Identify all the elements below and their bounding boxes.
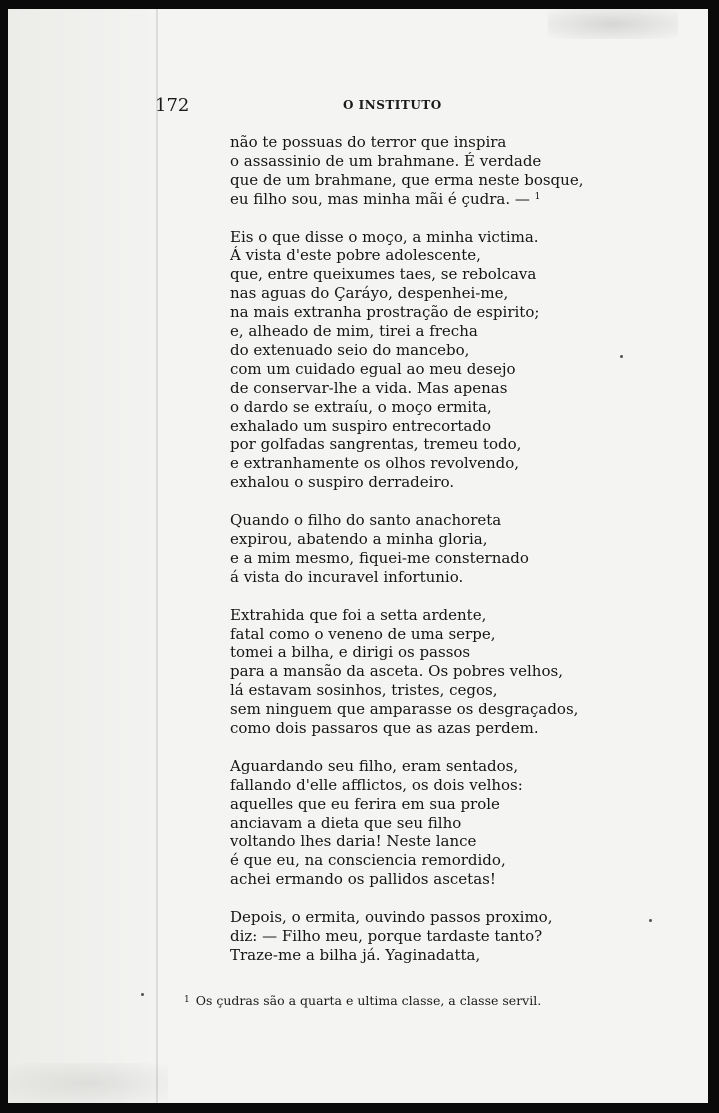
poem-line — [230, 511, 570, 530]
poem-line — [230, 360, 570, 379]
footnote-reference[interactable]: 1 — [534, 191, 541, 202]
poem-line — [230, 454, 570, 473]
poem-line — [230, 681, 570, 700]
footnote-text: Os çudras são a quarta e ultima classe, a classe servil. — [195, 993, 542, 1008]
poem-line — [230, 814, 570, 833]
poem-line-text: de conservar-lhe a vida. Mas apenas — [230, 378, 508, 397]
stanza — [230, 228, 570, 493]
poem-line-text: Á vista d'este pobre adolescente, — [230, 246, 481, 265]
speck — [649, 919, 652, 922]
poem-line — [230, 568, 570, 587]
poem-line — [230, 417, 570, 436]
poem-line-text: fallando d'elle afflictos, os dois velhos: — [230, 775, 523, 794]
poem-line-text: e, alheado de mim, tirei a frecha — [230, 322, 478, 341]
book-page — [8, 9, 708, 1103]
poem-line-text: por golfadas sangrentas, tremeu todo, — [230, 435, 522, 454]
poem-line-text: o dardo se extraíu, o moço ermita, — [230, 397, 492, 416]
poem-line-text: á vista do incuravel infortunio. — [230, 567, 464, 586]
poem-line-text: diz: — Filho meu, porque tardaste tanto? — [230, 926, 543, 945]
poem-line — [230, 170, 584, 190]
poem-line-text: como dois passaros que as azas perdem. — [230, 719, 539, 738]
poem-text — [230, 133, 584, 984]
poem-line-text: Aguardando seu filho, eram sentados, — [230, 756, 519, 775]
poem-line-text: achei ermando os pallidos ascetas! — [230, 870, 496, 889]
poem-line-text: Traze-me a bilha já. Yaginadatta, — [230, 945, 481, 964]
poem-line-text: é que eu, na consciencia remordido, — [230, 851, 506, 870]
poem-line — [230, 643, 570, 662]
poem-line-text: Eis o que disse o moço, a minha victima. — [230, 227, 539, 246]
poem-line-text: Depois, o ermita, ouvindo passos proximo, — [230, 908, 553, 927]
poem-line — [230, 322, 570, 341]
poem-line — [230, 719, 570, 738]
poem-line — [230, 795, 570, 814]
poem-line — [230, 190, 570, 209]
poem-line-text: do extenuado seio do mancebo, — [230, 340, 470, 359]
poem-line — [230, 927, 570, 946]
stanza — [230, 133, 584, 209]
poem-line-text: Quando o filho do santo anachoreta — [230, 511, 502, 530]
poem-line-text: e a mim mesmo, fiquei-me consternado — [230, 548, 529, 567]
poem-line — [230, 265, 570, 284]
poem-line — [230, 870, 570, 889]
poem-line — [230, 908, 570, 927]
poem-line — [230, 435, 570, 454]
poem-line — [230, 133, 570, 152]
poem-line-text: anciavam a dieta que seu filho — [230, 813, 462, 832]
poem-line-text: exhalado um suspiro entrecortado — [230, 416, 491, 435]
speck — [141, 993, 144, 996]
page-number: 172 — [155, 95, 190, 116]
poem-line-text: aquelles que eu ferira em sua prole — [230, 794, 500, 813]
stanza — [230, 605, 579, 738]
poem-line-text: para a mansão da asceta. Os pobres velhos, — [230, 662, 563, 681]
poem-line-text: na mais extranha prostração de espirito; — [230, 303, 540, 322]
poem-line-text: sem ninguem que amparasse os desgraçados, — [230, 700, 579, 719]
poem-line — [230, 549, 570, 568]
running-head: O INSTITUTO — [343, 98, 442, 112]
poem-line-text: eu filho sou, mas minha mãi é çudra. — — [230, 189, 530, 208]
poem-line-text: fatal como o veneno de uma serpe, — [230, 624, 496, 643]
scan-shadow-bottom — [8, 1063, 168, 1103]
poem-line-text: e extranhamente os olhos revolvendo, — [230, 454, 520, 473]
poem-line-text: não te possuas do terror que inspira — [230, 133, 507, 151]
poem-line — [230, 832, 570, 851]
poem-line — [230, 662, 570, 681]
poem-line — [230, 398, 570, 417]
poem-line — [230, 606, 570, 625]
poem-line-text: lá estavam sosinhos, tristes, cegos, — [230, 681, 498, 700]
poem-line-text: tomei a bilha, e dirigi os passos — [230, 643, 471, 662]
poem-line — [230, 152, 570, 171]
page-gutter-line — [156, 9, 158, 1103]
poem-line-text: que de um brahmane, que erma neste bosque, — [230, 170, 584, 189]
poem-line — [230, 776, 570, 795]
speck — [620, 355, 623, 358]
poem-line — [230, 851, 570, 870]
scan-shadow-top — [548, 9, 678, 39]
poem-line — [230, 246, 570, 265]
poem-line — [230, 228, 570, 247]
poem-line — [230, 284, 570, 303]
poem-line — [230, 700, 579, 719]
previous-page-edge — [8, 9, 156, 1103]
poem-line-text: com um cuidado egual ao meu desejo — [230, 359, 516, 378]
stanza — [230, 757, 570, 889]
poem-line-text: Extrahida que foi a setta ardente, — [230, 605, 487, 624]
poem-line — [230, 473, 570, 492]
stanza — [230, 908, 570, 965]
stanza — [230, 511, 570, 587]
poem-line-text: exhalou o suspiro derradeiro. — [230, 473, 455, 492]
poem-line-text: expirou, abatendo a minha gloria, — [230, 530, 488, 548]
footnote — [184, 993, 541, 1008]
poem-line-text: voltando lhes daria! Neste lance — [230, 832, 477, 851]
poem-line — [230, 757, 570, 776]
poem-line-text: nas aguas do Çaráyo, despenhei-me, — [230, 284, 509, 303]
poem-line — [230, 379, 570, 398]
poem-line — [230, 946, 570, 965]
poem-line-text: que, entre queixumes taes, se rebolcava — [230, 265, 537, 284]
footnote-mark: 1 — [184, 995, 190, 1005]
poem-line — [230, 530, 570, 549]
poem-line — [230, 303, 570, 322]
poem-line — [230, 625, 570, 644]
page-header — [155, 95, 595, 119]
poem-line — [230, 341, 570, 360]
poem-line-text: o assassinio de um brahmane. É verdade — [230, 151, 542, 170]
